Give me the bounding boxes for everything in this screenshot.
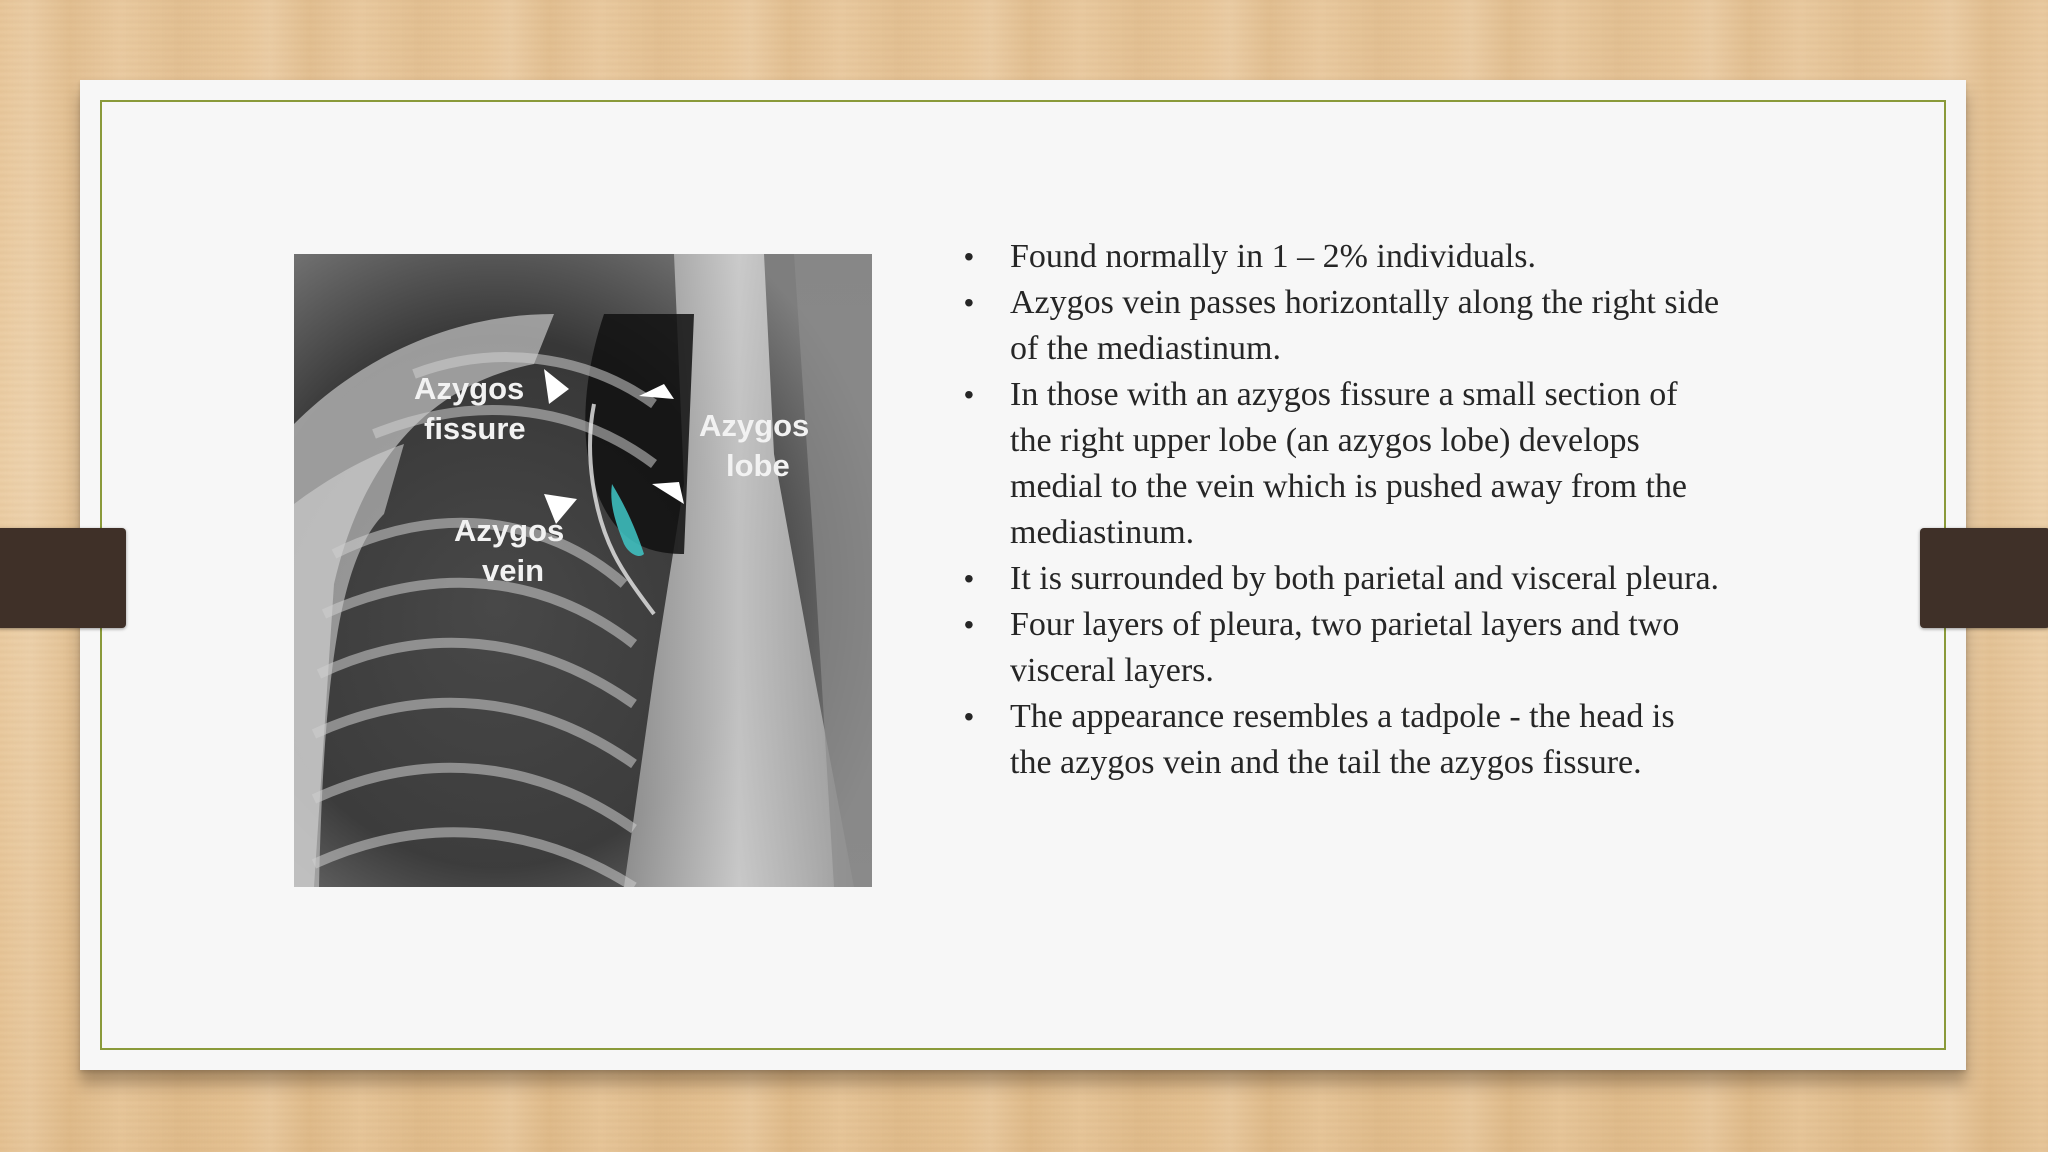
bullet-item: [960, 556, 1720, 602]
bullet-text: The appearance resembles a tadpole - the head is the azygos vein and the tail the azygos fissure.: [1010, 698, 1675, 781]
bullet-dot: •: [964, 379, 974, 410]
bullet-item: [960, 372, 1720, 556]
bullet-text: Four layers of pleura, two parietal layers and two visceral layers.: [1010, 606, 1680, 689]
bullet-list: [960, 234, 1720, 786]
label-azygos-vein-2: vein: [482, 553, 545, 588]
bullet-dot: •: [964, 287, 974, 318]
bullet-text: Azygos vein passes horizontally along the right side of the mediastinum.: [1010, 284, 1720, 367]
bullet-text: In those with an azygos fissure a small section of the right upper lobe (an azygos lobe) develops medial to the vein which is pushed away from the mediastinum.: [1010, 376, 1687, 551]
left-strap: [0, 528, 126, 628]
bullet-item: [960, 602, 1720, 694]
label-azygos-fissure-2: fissure: [424, 411, 526, 446]
chest-xray-image: [294, 254, 872, 887]
bullet-text: It is surrounded by both parietal and visceral pleura.: [1010, 560, 1720, 597]
bullet-dot: •: [964, 563, 974, 594]
bullet-text: Found normally in 1 – 2% individuals.: [1010, 238, 1537, 275]
bullet-item: [960, 234, 1720, 280]
label-azygos-lobe-2: lobe: [726, 448, 790, 483]
bullet-item: [960, 280, 1720, 372]
bullet-dot: •: [964, 701, 974, 732]
bullet-dot: •: [964, 241, 974, 272]
right-strap: [1920, 528, 2048, 628]
label-azygos-vein-1: Azygos: [454, 513, 565, 548]
label-azygos-fissure-1: Azygos: [414, 371, 525, 406]
label-azygos-lobe-1: Azygos: [699, 408, 810, 443]
bullet-dot: •: [964, 609, 974, 640]
bullet-item: [960, 694, 1720, 786]
